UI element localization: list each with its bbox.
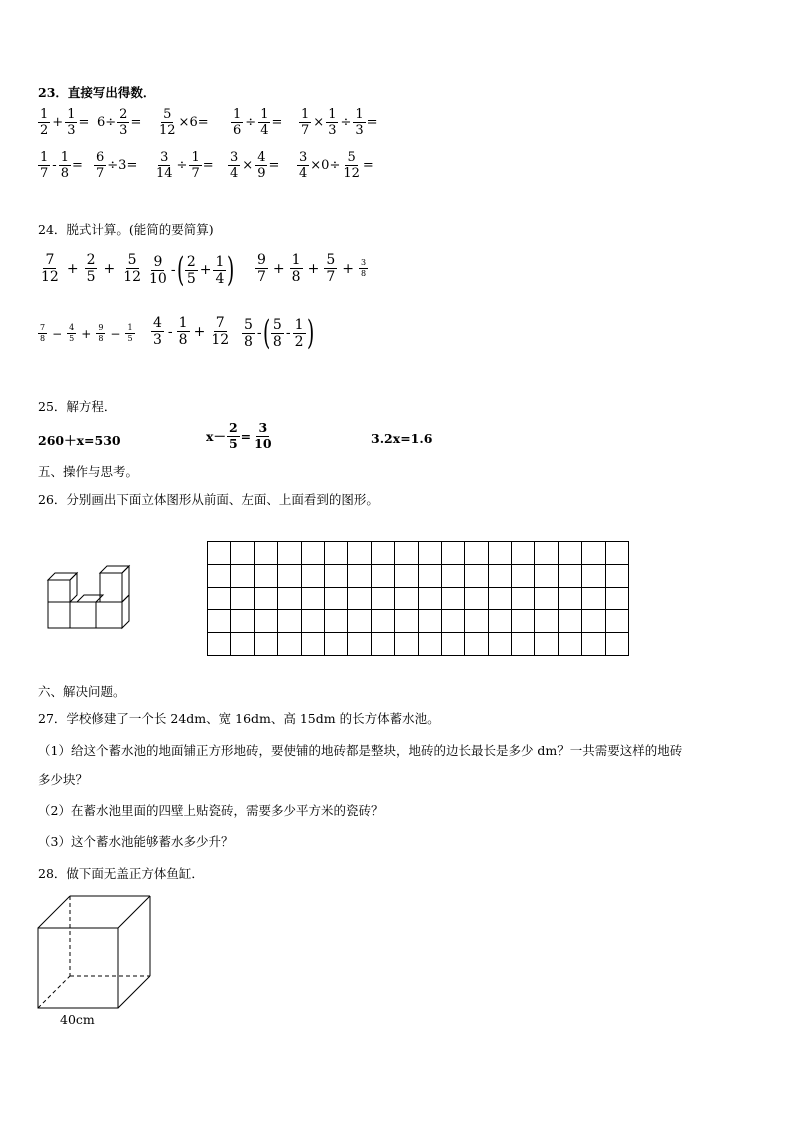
section-6-heading: 六、解决问题。: [38, 684, 126, 699]
grid-cell[interactable]: [512, 610, 535, 633]
grid-cell[interactable]: [254, 564, 277, 587]
grid-cell[interactable]: [278, 542, 301, 565]
q27-title: 27．学校修建了一个长 24dm、宽 16dm、高 15dm 的长方体蓄水池。: [38, 711, 440, 726]
grid-cell[interactable]: [324, 587, 347, 610]
grid-cell[interactable]: [278, 633, 301, 656]
grid-cell[interactable]: [208, 542, 231, 565]
grid-cell[interactable]: [488, 610, 511, 633]
grid-cell[interactable]: [558, 587, 581, 610]
grid-cell[interactable]: [582, 542, 605, 565]
grid-cell[interactable]: [254, 587, 277, 610]
q24-expr6: $\frac{5}{8}$ - ( $\frac{5}{8}$ - $\frac{1}{2}$ ): [244, 313, 314, 353]
grid-cell[interactable]: [465, 564, 488, 587]
grid-cell[interactable]: [605, 542, 628, 565]
q27-part3: （3）这个蓄水池能够蓄水多少升？: [38, 834, 234, 849]
q25-eq1: 260＋x=530: [38, 433, 121, 448]
grid-cell[interactable]: [324, 564, 347, 587]
q28-edge-label: 40cm: [60, 1012, 95, 1027]
q23-row2-item5: $\frac{3}{4}$ ×0÷ $\frac{5}{12}$ =: [299, 150, 374, 181]
grid-cell[interactable]: [488, 564, 511, 587]
grid-cell[interactable]: [465, 542, 488, 565]
q23-row2-item4: $\frac{3}{4}$ × $\frac{4}{9}$ =: [230, 150, 280, 181]
section-5-heading: 五、操作与思考。: [38, 464, 139, 479]
grid-cell[interactable]: [278, 610, 301, 633]
grid-cell[interactable]: [395, 542, 418, 565]
grid-cell[interactable]: [441, 610, 464, 633]
q24-expr4: $\frac{7}{8}$ − $\frac{4}{5}$ + $\frac{9}{8}$ − $\frac{1}{5}$: [40, 323, 133, 343]
grid-cell[interactable]: [371, 542, 394, 565]
grid-cell[interactable]: [605, 587, 628, 610]
grid-cell[interactable]: [324, 633, 347, 656]
grid-cell[interactable]: [231, 564, 254, 587]
grid-cell[interactable]: [254, 542, 277, 565]
grid-cell[interactable]: [208, 564, 231, 587]
grid-cell[interactable]: [418, 587, 441, 610]
grid-cell[interactable]: [465, 610, 488, 633]
grid-cell[interactable]: [418, 564, 441, 587]
grid-cell[interactable]: [324, 542, 347, 565]
grid-cell[interactable]: [605, 610, 628, 633]
grid-cell[interactable]: [512, 564, 535, 587]
q23-row2-item1: $\frac{1}{7}$ - $\frac{1}{8}$ =: [40, 150, 83, 181]
grid-cell[interactable]: [371, 587, 394, 610]
grid-cell[interactable]: [371, 610, 394, 633]
grid-cell[interactable]: [488, 542, 511, 565]
q24-expr5: $\frac{4}{3}$ - $\frac{1}{8}$ + $\frac{7}{12}$: [153, 315, 230, 348]
q25-eq3: 3.2x=1.6: [371, 431, 433, 446]
grid-cell[interactable]: [395, 564, 418, 587]
q27-part1-line2: 多少块？: [38, 772, 89, 787]
grid-cell[interactable]: [558, 564, 581, 587]
grid-cell[interactable]: [324, 610, 347, 633]
grid-cell[interactable]: [535, 587, 558, 610]
q28-title: 28．做下面无盖正方体鱼缸．: [38, 866, 204, 881]
grid-cell[interactable]: [208, 610, 231, 633]
grid-cell[interactable]: [441, 542, 464, 565]
grid-cell[interactable]: [418, 633, 441, 656]
q26-title: 26．分别画出下面立体图形从前面、左面、上面看到的图形。: [38, 492, 379, 507]
grid-cell[interactable]: [208, 633, 231, 656]
grid-cell[interactable]: [395, 633, 418, 656]
grid-cell[interactable]: [348, 633, 371, 656]
grid-cell[interactable]: [231, 633, 254, 656]
q23-row1-item4: $\frac{1}{6}$ ÷ $\frac{1}{4}$ =: [233, 107, 283, 138]
grid-cell[interactable]: [441, 587, 464, 610]
grid-cell[interactable]: [395, 587, 418, 610]
q23-row1-item2: 6÷ $\frac{2}{3}$ =: [97, 107, 142, 138]
left-paren: (: [262, 313, 270, 353]
q23-row2-item2: $\frac{6}{7}$ ÷3=: [96, 150, 138, 181]
q24-expr1: $\frac{7}{12}$ + $\frac{2}{5}$ + $\frac{5}{12}$: [41, 252, 142, 285]
grid-cell[interactable]: [395, 610, 418, 633]
grid-cell[interactable]: [301, 587, 324, 610]
q23-row1-item3: $\frac{5}{12}$ ×6=: [159, 107, 209, 138]
grid-cell[interactable]: [348, 610, 371, 633]
grid-cell[interactable]: [535, 542, 558, 565]
grid-cell[interactable]: [418, 542, 441, 565]
grid-cell[interactable]: [371, 564, 394, 587]
grid-cell[interactable]: [441, 633, 464, 656]
grid-cell[interactable]: [348, 587, 371, 610]
q23-row1-item5: $\frac{1}{7}$ × $\frac{1}{3}$ ÷ $\frac{1}{3}$ =: [301, 107, 378, 138]
q27-part1-line1: （1）给这个蓄水池的地面铺正方形地砖，要使铺的地砖都是整块，地砖的边长最长是多少 dm？一共需要这样的地砖: [38, 743, 683, 758]
right-paren: ): [306, 313, 314, 353]
left-paren: (: [176, 250, 184, 290]
drawing-grid[interactable]: [207, 541, 629, 656]
grid-cell[interactable]: [535, 564, 558, 587]
grid-cell[interactable]: [512, 633, 535, 656]
grid-cell[interactable]: [301, 633, 324, 656]
right-paren: ): [227, 250, 235, 290]
q23-row1-item1: $\frac{1}{2}$ + $\frac{1}{3}$ =: [40, 107, 90, 138]
q27-part2: （2）在蓄水池里面的四壁上贴瓷砖，需要多少平方米的瓷砖？: [38, 803, 384, 818]
grid-cell[interactable]: [231, 610, 254, 633]
grid-cell[interactable]: [348, 564, 371, 587]
grid-cell[interactable]: [254, 610, 277, 633]
cube-tank-figure: [37, 895, 153, 1011]
grid-cell[interactable]: [278, 587, 301, 610]
grid-cell[interactable]: [301, 564, 324, 587]
q25-title: 25．解方程．: [38, 399, 117, 414]
grid-cell[interactable]: [488, 633, 511, 656]
grid-cell[interactable]: [278, 564, 301, 587]
grid-cell[interactable]: [535, 610, 558, 633]
grid-cell[interactable]: [441, 564, 464, 587]
grid-cell[interactable]: [582, 587, 605, 610]
grid-cell[interactable]: [582, 633, 605, 656]
grid-cell[interactable]: [231, 587, 254, 610]
grid-cell[interactable]: [488, 587, 511, 610]
grid-cell[interactable]: [558, 610, 581, 633]
q23-row2-item3: $\frac{3}{14}$ ÷ $\frac{1}{7}$ =: [156, 150, 214, 181]
grid-cell[interactable]: [605, 564, 628, 587]
grid-cell[interactable]: [371, 633, 394, 656]
q24-title: 24．脱式计算。(能简的要简算): [38, 222, 214, 237]
q23-title: 23．直接写出得数．: [38, 85, 156, 100]
grid-cell[interactable]: [465, 587, 488, 610]
grid-cell[interactable]: [348, 542, 371, 565]
grid-cell[interactable]: [558, 633, 581, 656]
grid-cell[interactable]: [208, 587, 231, 610]
q25-eq2: x－ $\frac{2}{5}$ = $\frac{3}{10}$: [206, 420, 272, 451]
grid-cell[interactable]: [301, 542, 324, 565]
grid-cell[interactable]: [535, 633, 558, 656]
grid-cell[interactable]: [418, 610, 441, 633]
q24-expr3: $\frac{9}{7}$ + $\frac{1}{8}$ + $\frac{5}{7}$ + $\frac{3}{8}$: [257, 252, 367, 285]
grid-cell[interactable]: [254, 633, 277, 656]
grid-cell[interactable]: [301, 610, 324, 633]
grid-cell[interactable]: [465, 633, 488, 656]
grid-cell[interactable]: [605, 633, 628, 656]
grid-cell[interactable]: [231, 542, 254, 565]
grid-cell[interactable]: [512, 542, 535, 565]
grid-cell[interactable]: [582, 610, 605, 633]
grid-cell[interactable]: [582, 564, 605, 587]
grid-cell[interactable]: [512, 587, 535, 610]
cube-stack-figure: [44, 563, 134, 633]
grid-cell[interactable]: [558, 542, 581, 565]
q24-expr2: $\frac{9}{10}$ - ( $\frac{2}{5}$ + $\frac{1}{4}$ ): [149, 250, 235, 290]
